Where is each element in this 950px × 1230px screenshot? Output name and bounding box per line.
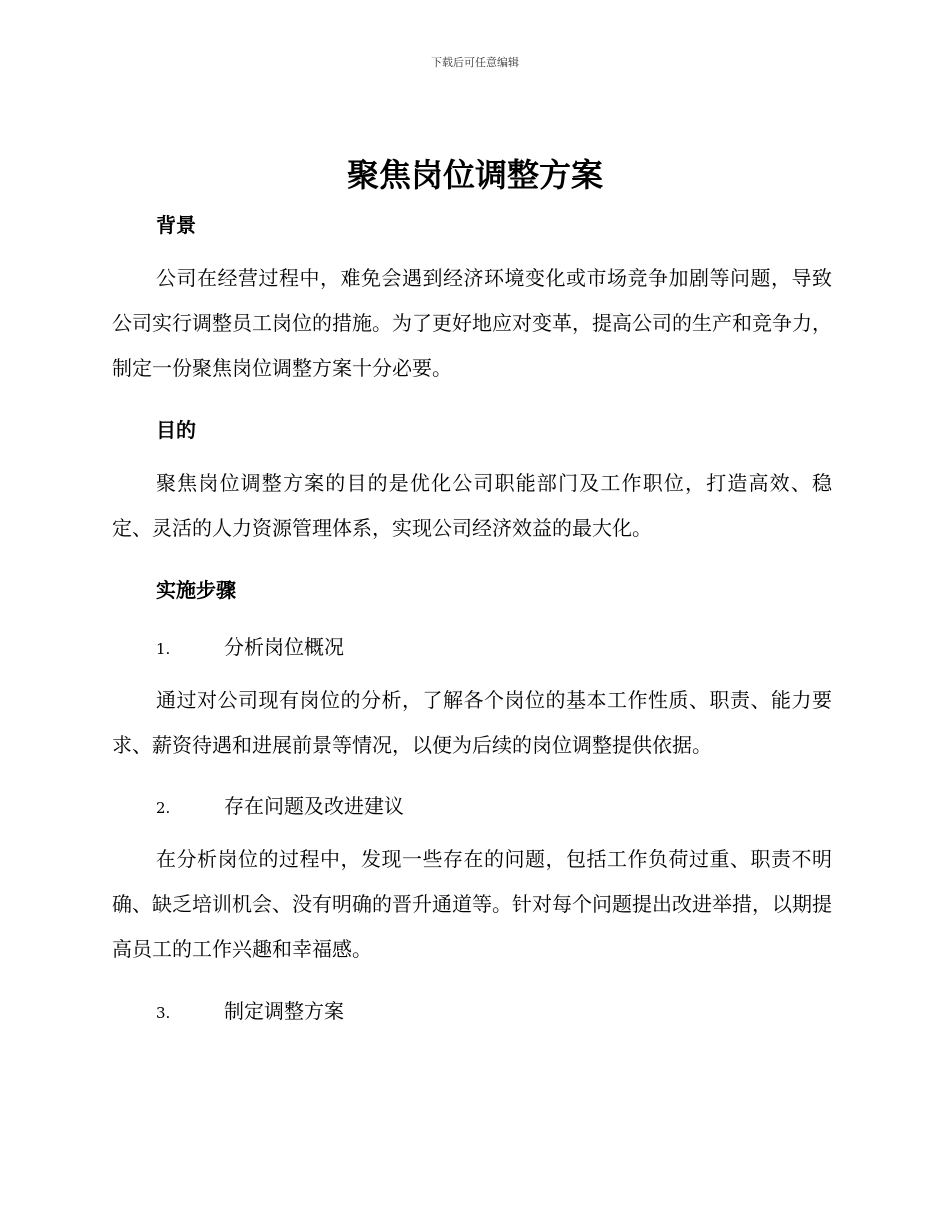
paragraph-step-1: 通过对公司现有岗位的分析，了解各个岗位的基本工作性质、职责、能力要求、薪资待遇和进展前景等情况，以便为后续的岗位调整提供依据。 <box>112 688 832 757</box>
section-heading-background: 背景 <box>156 213 196 237</box>
step-number: 2. <box>156 799 171 817</box>
step-title: 分析岗位概况 <box>224 635 344 659</box>
document-title: 聚焦岗位调整方案 <box>346 156 603 194</box>
step-item-3 <box>156 995 344 1024</box>
step-number: 1. <box>156 640 171 658</box>
step-item-2 <box>156 790 404 819</box>
step-number: 3. <box>156 1004 171 1022</box>
paragraph-background: 公司在经营过程中，难免会遇到经济环境变化或市场竞争加剧等问题，导致公司实行调整员工岗位的措施。为了更好地应对变革，提高公司的生产和竞争力，制定一份聚焦岗位调整方案十分必要。 <box>112 266 832 380</box>
step-item-1 <box>156 631 344 660</box>
step-title: 存在问题及改进建议 <box>224 794 404 818</box>
header-note: 下载后可任意编辑 <box>431 56 519 69</box>
section-heading-purpose: 目的 <box>156 418 196 442</box>
paragraph-purpose: 聚焦岗位调整方案的目的是优化公司职能部门及工作职位，打造高效、稳定、灵活的人力资源管理体系，实现公司经济效益的最大化。 <box>112 471 832 540</box>
step-title: 制定调整方案 <box>224 999 344 1023</box>
paragraph-step-2: 在分析岗位的过程中，发现一些存在的问题，包括工作负荷过重、职责不明确、缺乏培训机会、没有明确的晋升通道等。针对每个问题提出改进举措，以期提高员工的工作兴趣和幸福感。 <box>112 847 832 961</box>
section-heading-steps: 实施步骤 <box>156 578 236 602</box>
